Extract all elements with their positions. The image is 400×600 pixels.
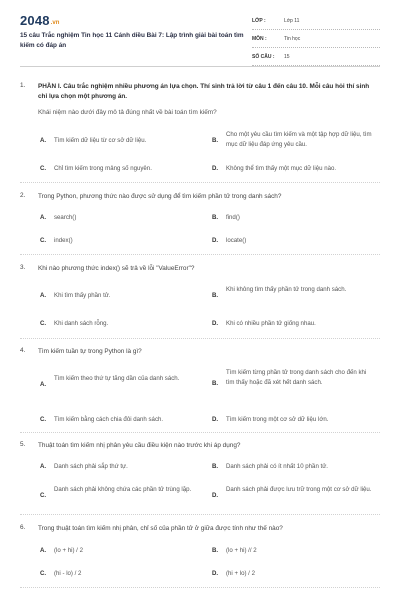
meta-label: LỚP :	[252, 18, 266, 24]
option-text: Danh sách phải không chứa các phần tử trùng lặp.	[54, 486, 192, 493]
option-text: Khi danh sách rỗng.	[54, 320, 109, 327]
option-text: Chỉ tìm kiếm trong mảng số nguyên.	[54, 165, 152, 172]
option-letter: D.	[212, 492, 219, 499]
option-letter: A.	[40, 381, 47, 388]
option-letter: C.	[40, 165, 47, 172]
option-letter: B.	[212, 292, 219, 299]
question-text: Khi nào phương thức index() sẽ trả về lỗi "ValueError"?	[38, 265, 195, 272]
question-number: 1.	[20, 82, 26, 89]
option-letter: C.	[40, 492, 47, 499]
option-text: Tìm kiếm bằng cách chia đôi danh sách.	[54, 416, 164, 423]
question-text: PHẦN I. Câu trắc nghiệm nhiều phương án lựa chọn. Thí sinh trả lời từ câu 1 đến câu 10. Mỗi câu hỏi thí sinh chỉ lựa chọn một phương án.	[38, 83, 370, 100]
option-letter: B.	[212, 463, 219, 470]
meta-row-count	[252, 51, 380, 66]
option-letter: A.	[40, 214, 47, 221]
meta-value: Tin học	[284, 36, 301, 42]
option-text: (lo + hi) // 2	[226, 547, 257, 554]
logo-suffix: .vn	[50, 20, 60, 26]
bottom-fade	[0, 588, 400, 600]
question-separator	[20, 182, 380, 183]
option-text: Cho một yêu cầu tìm kiếm và một tập hợp dữ liệu, tìm mục dữ liệu đáp ứng yêu cầu.	[226, 131, 372, 148]
option-text: find()	[226, 214, 240, 221]
option-text: Khi không tìm thấy phần tử trong danh sách.	[226, 286, 347, 293]
option-letter: B.	[212, 214, 219, 221]
page-title: 15 câu Trắc nghiệm Tin học 11 Cánh diều Bài 7: Lập trình giải bài toán tìm kiếm có đáp án	[20, 32, 244, 49]
question-subtext: Khái niệm nào dưới đây mô tả đúng nhất về bài toán tìm kiếm?	[38, 109, 217, 116]
option-text: (hi + lo) / 2	[226, 570, 255, 577]
question-number: 6.	[20, 524, 26, 531]
option-letter: A.	[40, 547, 47, 554]
option-letter: D.	[212, 320, 219, 327]
option-letter: B.	[212, 547, 219, 554]
option-letter: C.	[40, 237, 47, 244]
meta-value: Lớp 11	[284, 18, 300, 24]
question-separator	[20, 432, 380, 433]
question-number: 5.	[20, 441, 26, 448]
question-number: 2.	[20, 192, 26, 199]
option-text: Tìm kiếm trong một cơ sở dữ liệu lớn.	[226, 416, 329, 423]
option-letter: B.	[212, 380, 219, 387]
option-text: search()	[54, 214, 77, 221]
meta-row-subject	[252, 33, 380, 48]
option-text: Tìm kiếm dữ liệu từ cơ sở dữ liệu.	[54, 137, 147, 144]
question-separator	[20, 514, 380, 515]
question-text: Thuật toán tìm kiếm nhị phân yêu cầu điều kiện nào trước khi áp dụng?	[38, 442, 241, 449]
option-text: Khi tìm thấy phần tử.	[54, 292, 111, 299]
option-text: Tìm kiếm từng phần tử trong danh sách cho đến khi tìm thấy hoặc đã xét hết danh sách.	[226, 369, 367, 386]
option-text: (hi - lo) / 2	[54, 570, 82, 577]
option-text: Danh sách phải có ít nhất 10 phần tử.	[226, 463, 328, 470]
option-text: Tìm kiếm theo thứ tự tăng dần của danh sách.	[54, 375, 180, 382]
option-letter: C.	[40, 570, 47, 577]
option-letter: D.	[212, 570, 219, 577]
question-text: Tìm kiếm tuần tự trong Python là gì?	[38, 348, 142, 355]
option-letter: C.	[40, 416, 47, 423]
option-text: locate()	[226, 237, 247, 244]
meta-row-class	[252, 15, 380, 30]
meta-label: MÔN :	[252, 36, 267, 42]
meta-value: 15	[284, 54, 290, 60]
site-logo[interactable]	[20, 12, 59, 30]
option-text: Danh sách phải được lưu trữ trong một cơ sở dữ liệu.	[226, 486, 372, 493]
option-text: Danh sách phải sắp thứ tự.	[54, 463, 128, 470]
question-number: 4.	[20, 347, 26, 354]
meta-info	[252, 15, 380, 69]
option-letter: C.	[40, 320, 47, 327]
option-text: Khi có nhiều phần tử giống nhau.	[226, 320, 316, 327]
logo-text: 2048	[20, 13, 50, 28]
question-number: 3.	[20, 264, 26, 271]
option-letter: D.	[212, 416, 219, 423]
option-letter: A.	[40, 292, 47, 299]
meta-label: SỐ CÂU :	[252, 54, 275, 60]
question-separator	[20, 254, 380, 255]
option-letter: D.	[212, 237, 219, 244]
option-letter: A.	[40, 463, 47, 470]
option-text: index()	[54, 237, 73, 244]
question-text: Trong thuật toán tìm kiếm nhị phân, chỉ số của phần tử ở giữa được tính như thế nào?	[38, 525, 283, 532]
option-text: (lo + hi) / 2	[54, 547, 83, 554]
header	[0, 0, 400, 70]
option-text: Không thể tìm thấy một mục dữ liệu nào.	[226, 165, 337, 172]
option-letter: B.	[212, 137, 219, 144]
question-text: Trong Python, phương thức nào được sử dụng để tìm kiếm phần tử trong danh sách?	[38, 193, 282, 200]
option-letter: A.	[40, 137, 47, 144]
question-separator	[20, 338, 380, 339]
header-divider	[20, 66, 380, 67]
option-letter: D.	[212, 165, 219, 172]
